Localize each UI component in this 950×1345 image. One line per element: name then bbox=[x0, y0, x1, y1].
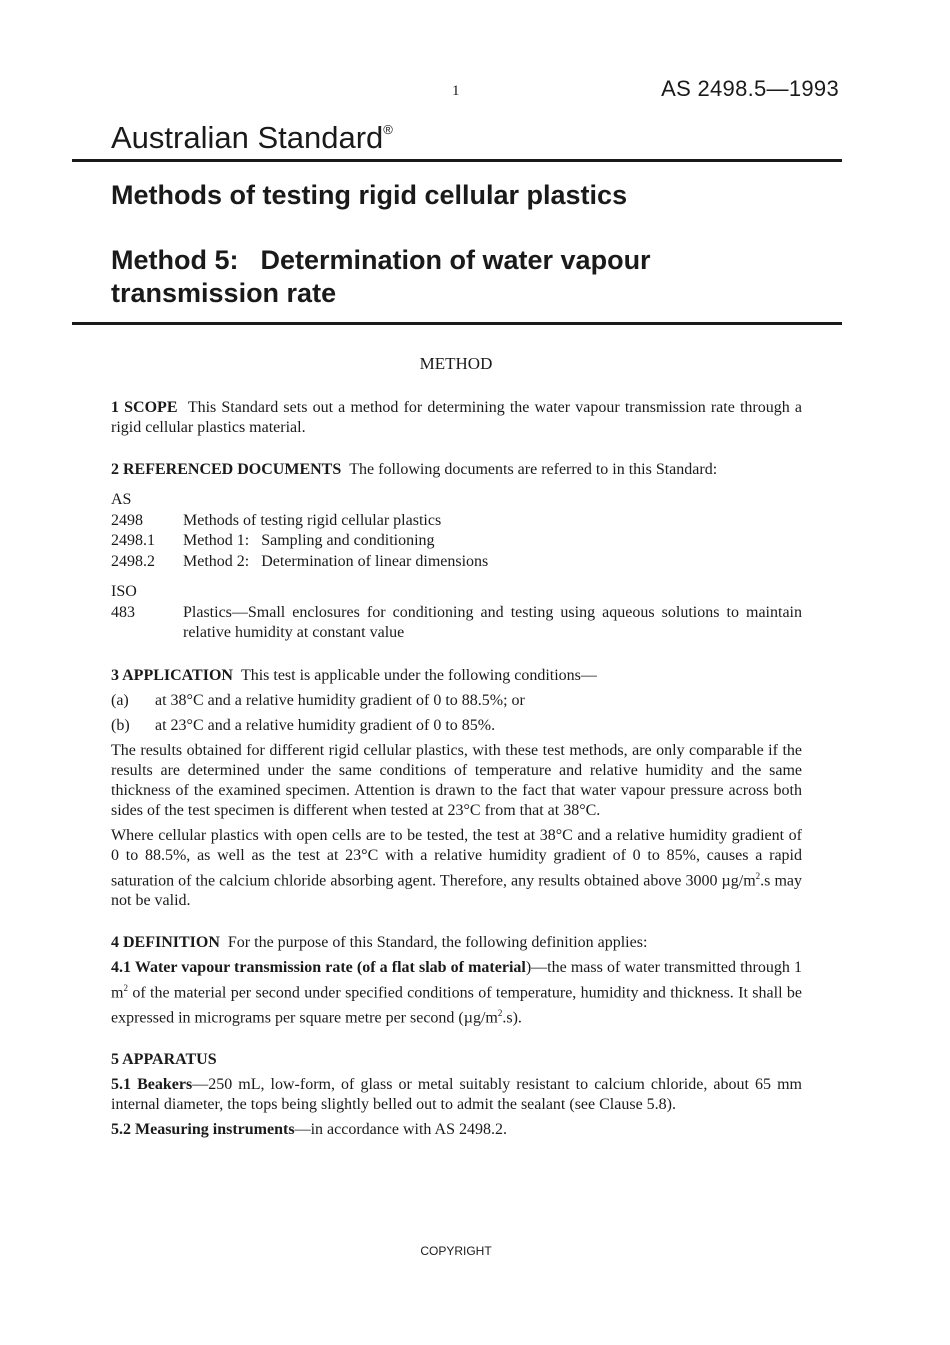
apparatus-item-text: —in accordance with AS 2498.2. bbox=[294, 1121, 507, 1139]
ref-row bbox=[111, 552, 802, 573]
list-item-label: (a) bbox=[111, 691, 129, 709]
ref-code: 2498.1 bbox=[111, 532, 155, 549]
as-reference-table bbox=[111, 490, 802, 572]
ref-group-row bbox=[111, 490, 802, 511]
apparatus-item bbox=[111, 1120, 802, 1140]
application-paragraph bbox=[111, 666, 802, 686]
ref-title: Plastics—Small enclosures for conditioning and testing using aqueous solutions to maintain relative humidity at constant value bbox=[183, 603, 802, 641]
definition-paragraph bbox=[111, 933, 802, 953]
ref-code: 2498 bbox=[111, 511, 143, 529]
scope-paragraph bbox=[111, 398, 802, 438]
definition-sub-text-b: of the material per second under specified conditions of temperature, humidity and thickness. It shall be expressed in micrograms per square metre per second (µg/m bbox=[111, 984, 802, 1027]
list-item-text: at 38°C and a relative humidity gradient of 0 to 88.5%; or bbox=[155, 691, 525, 709]
list-item-label: (b) bbox=[111, 716, 130, 734]
application-label: 3 APPLICATION bbox=[111, 666, 233, 684]
ref-title: Method 1: Sampling and conditioning bbox=[183, 532, 435, 549]
iso-reference-table bbox=[111, 582, 802, 644]
ref-group-iso: ISO bbox=[111, 583, 137, 600]
method-title-line1: Determination of water vapour bbox=[260, 245, 651, 275]
apparatus-item-text: —250 mL, low-form, of glass or metal suitably resistant to calcium chloride, about 65 mm internal diameter, the tops being slightly belled out to admit the sealant (see Clause 5.8). bbox=[111, 1076, 802, 1114]
definition-sub-label: 4.1 Water vapour transmission rate (of a flat slab of material bbox=[111, 958, 526, 976]
section-heading: METHOD bbox=[419, 354, 493, 373]
document-title: Methods of testing rigid cellular plastics bbox=[111, 180, 628, 210]
superscript: 2 bbox=[497, 1008, 503, 1019]
application-paragraph-2-a: Where cellular plastics with open cells are to be tested, the test at 38°C and a relative humidity gradient of 0 to 88.5%, as well as the test at 23°C with a relative humidity gradient of 0 to 85%, causes a rapid saturation of the calcium chloride absorbing agent. Therefore, any results obtained above 3000 µg/m bbox=[111, 826, 802, 889]
apparatus-heading bbox=[111, 1050, 802, 1070]
top-rule bbox=[72, 159, 842, 162]
method-title bbox=[111, 244, 651, 310]
apparatus-item bbox=[111, 1075, 802, 1115]
application-paragraph-2 bbox=[111, 826, 802, 911]
definition-subclause bbox=[111, 958, 802, 1029]
application-paragraph-2-b: .s may not be valid. bbox=[111, 871, 802, 909]
ref-title: Method 2: Determination of linear dimensions bbox=[183, 552, 489, 570]
brand-text: Australian Standard bbox=[111, 120, 384, 155]
apparatus-item-label: 5.1 Beakers bbox=[111, 1076, 193, 1094]
brand-title bbox=[111, 120, 393, 156]
definition-text: For the purpose of this Standard, the following definition applies: bbox=[227, 933, 648, 951]
method-number: Method 5: bbox=[111, 245, 239, 275]
ref-group-row bbox=[111, 582, 802, 603]
ref-row bbox=[111, 603, 802, 644]
registered-mark: ® bbox=[383, 122, 393, 137]
definition-label: 4 DEFINITION bbox=[111, 933, 220, 951]
application-paragraph-1: The results obtained for different rigid cellular plastics, with these test methods, are only comparable if the results are determined under the same conditions of temperature and relative humidity and the same thickness of the examined specimen. Attention is drawn to the fact that water vapour pressure across both sides of the test specimen is different when tested at 23°C from that at 38°C. bbox=[111, 741, 802, 819]
list-item bbox=[111, 691, 802, 711]
list-item bbox=[111, 716, 802, 736]
superscript: 2 bbox=[755, 870, 761, 881]
document-id: AS 2498.5—1993 bbox=[661, 76, 839, 101]
definition-sub-text-c: .s). bbox=[502, 1009, 522, 1027]
application-text: This test is applicable under the following conditions— bbox=[240, 666, 597, 684]
superscript: 2 bbox=[123, 982, 128, 993]
referenced-paragraph bbox=[111, 460, 802, 480]
referenced-text: The following documents are referred to in this Standard: bbox=[349, 461, 718, 478]
scope-text: This Standard sets out a method for determining the water vapour transmission rate through a rigid cellular plastics material. bbox=[111, 399, 803, 436]
ref-code: 483 bbox=[111, 603, 135, 621]
list-item-text: at 23°C and a relative humidity gradient of 0 to 85%. bbox=[155, 716, 496, 734]
page-number: 1 bbox=[452, 83, 460, 99]
document-body bbox=[111, 398, 802, 1140]
ref-group-as: AS bbox=[111, 491, 132, 508]
bottom-rule bbox=[72, 322, 842, 325]
method-title-line2: transmission rate bbox=[111, 278, 337, 308]
ref-row bbox=[111, 511, 802, 532]
copyright-footer: COPYRIGHT bbox=[420, 1244, 492, 1258]
apparatus-label: 5 APPARATUS bbox=[111, 1051, 217, 1069]
scope-label: 1 SCOPE bbox=[111, 399, 178, 416]
ref-code: 2498.2 bbox=[111, 552, 155, 570]
definition-sub-text-a: )—the mass of water transmitted through 1 m bbox=[111, 958, 802, 1002]
referenced-label: 2 REFERENCED DOCUMENTS bbox=[111, 461, 342, 478]
apparatus-item-label: 5.2 Measuring instruments bbox=[111, 1121, 295, 1139]
ref-title: Methods of testing rigid cellular plastics bbox=[183, 511, 442, 529]
ref-row bbox=[111, 531, 802, 552]
